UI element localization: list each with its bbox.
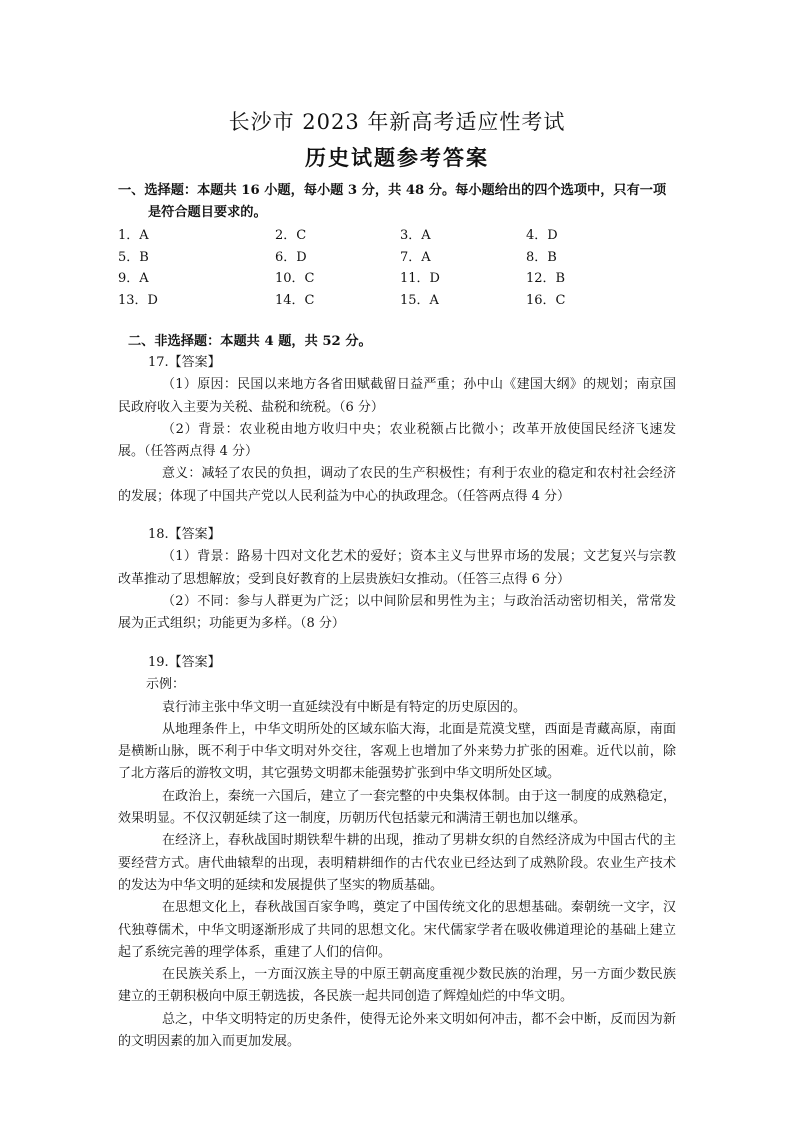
- answer-cell: 8．B: [526, 249, 557, 265]
- answer-cell: 11．D: [400, 271, 440, 286]
- essay-paragraph: 从地理条件上，中华文明所处的区域东临大海，北面是荒漠戈壁，西面是青藏高原，南面是横断山脉，既不利于中华文明对外交往，客观上也增加了外来势力扩张的困难。近代以前，除了北方落后的游牧文明，其它强势文明都未能强势扩张到中华文明所处区域。: [118, 721, 676, 782]
- question-19-answer: [118, 652, 676, 1053]
- answer-cell: 5．B: [118, 249, 149, 265]
- essay-paragraph: 在政治上，秦统一六国后，建立了一套完整的中央集权体制。由于这一制度的成熟稳定，效果明显。不仅汉朝延续了这一制度，历朝历代包括蒙元和满清王朝也加以继承。: [118, 788, 676, 827]
- section1-heading: [118, 180, 678, 224]
- question-18-part2: （2）不同：参与人群更为广泛；以中间阶层和男性为主；与政治活动密切相关，常常发展为正式组织；功能更为多样。（8 分）: [118, 593, 676, 632]
- section1-heading-line2: 是符合题目要求的。: [148, 205, 267, 220]
- answer-cell: 15．A: [400, 292, 439, 308]
- answer-cell: 2．C: [275, 228, 307, 243]
- answer-cell: 13．D: [118, 292, 158, 308]
- answer-cell: 12．B: [526, 271, 566, 286]
- answer-row: [118, 224, 678, 246]
- answer-key-title: 历史试题参考答案: [305, 145, 489, 170]
- answer-cell: 10．C: [275, 271, 315, 286]
- question-17-part2: （2）背景：农业税由地方收归中央；农业税额占比微小；改革开放使国民经济飞速发展。（任答两点得 4 分）: [118, 421, 676, 460]
- choice-answer-grid: [118, 224, 678, 310]
- question-18-answer: [118, 524, 676, 635]
- question-18-label: 18.【答案】: [148, 527, 221, 542]
- answer-row: [118, 289, 678, 311]
- answer-cell: 9．A: [118, 271, 149, 286]
- answer-cell: 6．D: [275, 249, 307, 265]
- section2-heading: 二、非选择题：本题共 4 题，共 52 分。: [128, 334, 372, 349]
- answer-cell: 7．A: [400, 249, 431, 265]
- question-17-answer: [118, 352, 676, 508]
- answer-row: [118, 246, 678, 268]
- answer-cell: 16．C: [526, 292, 566, 308]
- question-19-label: 19.【答案】: [148, 655, 221, 670]
- question-17-part1: （1）原因：民国以来地方各省田赋截留日益严重；孙中山《建国大纲》的规划；南京国民政府收入主要为关税、盐税和统税。（6 分）: [118, 377, 676, 415]
- answer-cell: 1．A: [118, 228, 149, 243]
- answer-cell: 14．C: [275, 292, 315, 308]
- essay-paragraph: 在民族关系上，一方面汉族主导的中原王朝高度重视少数民族的治理，另一方面少数民族建立的王朝积极向中原王朝选拔，各民族一起共同创造了辉煌灿烂的中华文明。: [118, 967, 676, 1005]
- essay-paragraph: 在经济上，春秋战国时期铁犁牛耕的出现，推动了男耕女织的自然经济成为中国古代的主要经营方式。唐代曲辕犁的出现，表明精耕细作的古代农业已经达到了成熟阶段。农业生产技术的发达为中华文明的延续和发展提供了坚实的物质基础。: [118, 833, 676, 893]
- essay-paragraph: 在思想文化上，春秋战国百家争鸣，奠定了中国传统文化的思想基础。秦朝统一文字，汉代独尊儒术，中华文明逐渐形成了共同的思想文化。宋代儒家学者在吸收佛道理论的基础上建立起了系统完善的理学体系，重建了人们的信仰。: [118, 900, 676, 960]
- question-18-part1: （1）背景：路易十四对文化艺术的爱好；资本主义与世界市场的发展；文艺复兴与宗教改革推动了思想解放；受到良好教育的上层贵族妇女推动。（任答三点得 6 分）: [118, 549, 676, 587]
- answer-cell: 3．A: [400, 228, 431, 243]
- answer-cell: 4．D: [526, 228, 558, 243]
- question-17-label: 17.【答案】: [148, 355, 221, 370]
- exam-title: 长沙市 2023 年新高考适应性考试: [228, 110, 566, 134]
- answer-row: [118, 267, 678, 289]
- essay-paragraph: 袁行沛主张中华文明一直延续没有中断是有特定的历史原因的。: [162, 699, 527, 715]
- question-17-significance: 意义：减轻了农民的负担，调动了农民的生产积极性；有利于农业的稳定和农村社会经济的发展；体现了中国共产党以人民利益为中心的执政理念。（任答两点得 4 分）: [118, 466, 676, 504]
- question-19-example-label: 示例：: [146, 677, 186, 693]
- essay-paragraph: 总之，中华文明特定的历史条件，使得无论外来文明如何冲击，都不会中断，反而因为新的文明因素的加入而更加发展。: [118, 1011, 676, 1050]
- section1-heading-line1: 一、选择题：本题共 16 小题，每小题 3 分，共 48 分。每小题给出的四个选项中，只有一项: [118, 183, 667, 198]
